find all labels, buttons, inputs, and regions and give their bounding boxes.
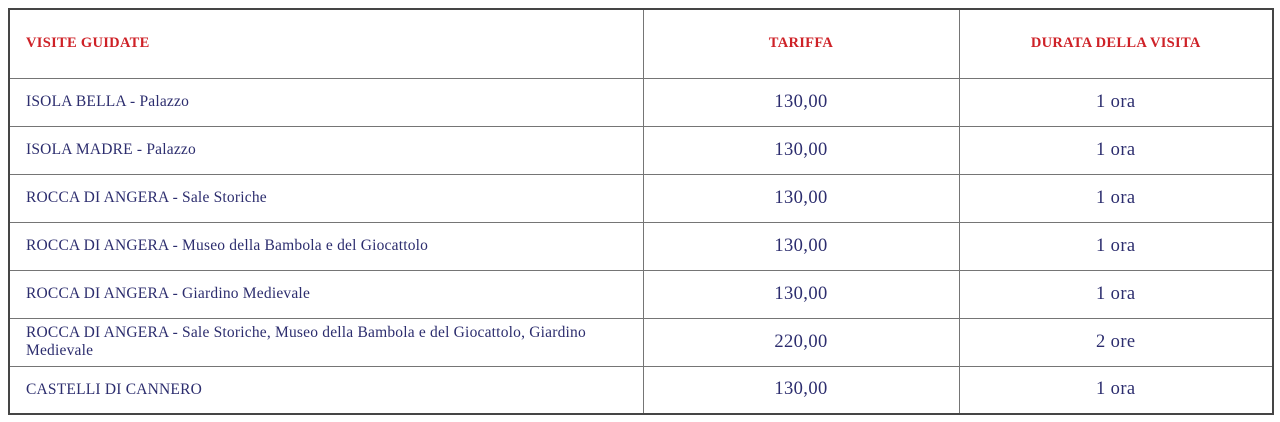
column-header-tariffa: TARIFFA <box>643 9 959 78</box>
durata-cell: 2 ore <box>959 318 1273 366</box>
tariffa-cell: 220,00 <box>643 318 959 366</box>
visita-cell: ROCCA DI ANGERA - Sale Storiche <box>9 174 643 222</box>
visita-cell: ROCCA DI ANGERA - Giardino Medievale <box>9 270 643 318</box>
tariff-table <box>8 8 1274 415</box>
durata-cell: 1 ora <box>959 270 1273 318</box>
tariffa-cell: 130,00 <box>643 366 959 414</box>
visita-cell: ISOLA BELLA - Palazzo <box>9 78 643 126</box>
visita-cell: ROCCA DI ANGERA - Museo della Bambola e del Giocattolo <box>9 222 643 270</box>
table-row <box>9 78 1273 126</box>
header-row <box>9 9 1273 78</box>
table-row <box>9 366 1273 414</box>
durata-cell: 1 ora <box>959 126 1273 174</box>
table-row <box>9 222 1273 270</box>
durata-cell: 1 ora <box>959 366 1273 414</box>
tariff-table-header <box>9 9 1273 78</box>
table-row <box>9 174 1273 222</box>
table-row <box>9 126 1273 174</box>
visita-cell: ROCCA DI ANGERA - Sale Storiche, Museo della Bambola e del Giocattolo, Giardino Medievale <box>9 318 643 366</box>
tariffa-cell: 130,00 <box>643 78 959 126</box>
tariffa-cell: 130,00 <box>643 270 959 318</box>
visita-cell: ISOLA MADRE - Palazzo <box>9 126 643 174</box>
durata-cell: 1 ora <box>959 222 1273 270</box>
visita-cell: CASTELLI DI CANNERO <box>9 366 643 414</box>
tariffa-cell: 130,00 <box>643 126 959 174</box>
tariffa-cell: 130,00 <box>643 222 959 270</box>
durata-cell: 1 ora <box>959 174 1273 222</box>
table-row <box>9 270 1273 318</box>
durata-cell: 1 ora <box>959 78 1273 126</box>
table-body <box>9 78 1273 414</box>
column-header-durata-della-visita: DURATA DELLA VISITA <box>959 9 1273 78</box>
column-header-visite-guidate: VISITE GUIDATE <box>9 9 643 78</box>
tariffa-cell: 130,00 <box>643 174 959 222</box>
table-row <box>9 318 1273 366</box>
